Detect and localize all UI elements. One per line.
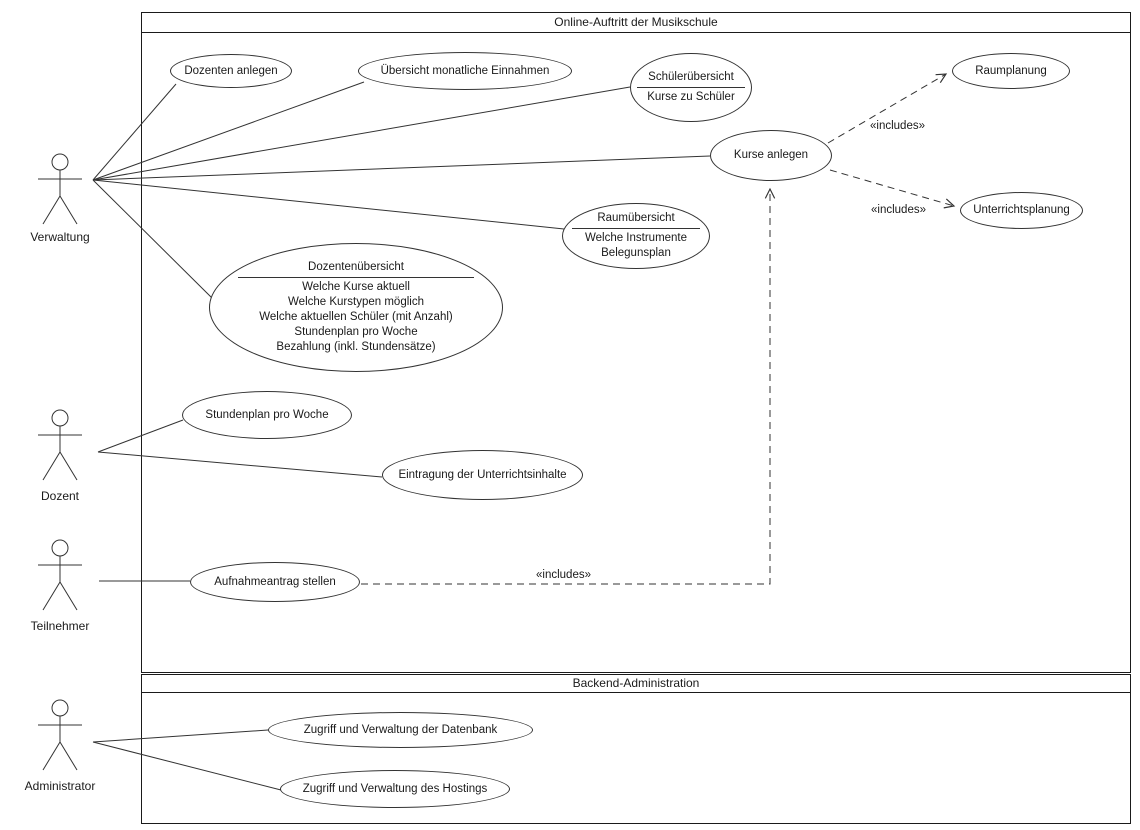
association-verwaltung-schueleruebersicht <box>93 87 630 180</box>
actor-label-verwaltung: Verwaltung <box>30 230 90 244</box>
use-case-label: Kurse anlegen <box>733 149 809 161</box>
association-administrator-datenbank <box>93 730 268 742</box>
use-case-schueleruebersicht <box>630 53 752 122</box>
association-verwaltung-uebersicht-einnahmen <box>93 82 364 180</box>
use-case-body-line: Belegunsplan <box>601 247 671 259</box>
use-case-title: Dozentenübersicht <box>308 261 404 273</box>
use-case-divider <box>637 87 745 88</box>
use-case-raumuebersicht <box>562 203 710 269</box>
use-case-kurse-anlegen <box>710 130 832 181</box>
association-verwaltung-dozenten-anlegen <box>93 84 176 180</box>
use-case-body-line: Bezahlung (inkl. Stundensätze) <box>276 341 436 353</box>
use-case-unterrichtsplanung <box>960 192 1083 229</box>
use-case-label: Aufnahmeantrag stellen <box>214 575 336 588</box>
use-case-stundenplan-pro-woche <box>182 391 352 439</box>
use-case-label: Übersicht monatliche Einnahmen <box>380 64 550 77</box>
include-label-unterrichtsplanung: «includes» <box>871 204 926 216</box>
use-case-body-line: Welche Kurse aktuell <box>302 281 410 293</box>
use-case-label: Stundenplan pro Woche <box>205 408 329 421</box>
use-case-label: Unterrichtsplanung <box>973 204 1070 216</box>
use-case-divider <box>572 228 701 229</box>
use-case-label: Zugriff und Verwaltung des Hostings <box>302 782 488 795</box>
association-verwaltung-kurse-anlegen <box>93 156 710 180</box>
use-case-label: Dozenten anlegen <box>184 64 278 77</box>
use-case-aufnahmeantrag-stellen <box>190 562 360 602</box>
actor-figure-administrator <box>34 698 86 774</box>
association-verwaltung-raumuebersicht <box>93 180 564 229</box>
actor-figure-verwaltung <box>34 152 86 228</box>
association-administrator-hosting <box>93 742 281 790</box>
use-case-label: Raumplanung <box>975 64 1047 77</box>
use-case-zugriff-verwaltung-hosting <box>280 770 510 808</box>
include-arrow-aufnahmeantrag-kurse-anlegen <box>361 189 770 584</box>
use-case-divider <box>238 277 473 278</box>
use-case-eintragung-unterrichtsinhalte <box>382 450 583 500</box>
actor-figure-teilnehmer <box>34 538 86 614</box>
actor-label-dozent: Dozent <box>40 489 80 503</box>
use-case-title: Raumübersicht <box>597 212 675 224</box>
use-case-body-line: Kurse zu Schüler <box>647 91 735 103</box>
use-case-label: Zugriff und Verwaltung der Datenbank <box>303 723 498 736</box>
use-case-body-line: Stundenplan pro Woche <box>294 326 418 338</box>
use-case-zugriff-verwaltung-datenbank <box>268 712 533 748</box>
use-case-uebersicht-monatliche-einnahmen <box>358 52 572 90</box>
include-label-kurse-anlegen: «includes» <box>536 569 591 581</box>
actor-figure-dozent <box>34 408 86 484</box>
use-case-body-line: Welche Kurstypen möglich <box>288 296 424 308</box>
actor-label-administrator: Administrator <box>24 779 96 793</box>
use-case-body-line: Welche Instrumente <box>584 232 688 244</box>
use-case-body-line: Welche aktuellen Schüler (mit Anzahl) <box>259 311 453 323</box>
use-case-title: Schülerübersicht <box>648 71 734 83</box>
include-arrow-kurse-anlegen-unterrichtsplanung <box>830 170 954 206</box>
use-case-raumplanung <box>952 53 1070 89</box>
association-dozent-stundenplan <box>98 420 183 452</box>
boundary-title-backend-administration: Backend-Administration <box>142 675 1130 693</box>
boundary-title-online-auftritt: Online-Auftritt der Musikschule <box>142 13 1130 33</box>
use-case-label: Eintragung der Unterrichtsinhalte <box>398 468 567 481</box>
actor-label-teilnehmer: Teilnehmer <box>30 619 90 633</box>
use-case-dozenten-anlegen <box>170 54 292 88</box>
include-label-raumplanung: «includes» <box>870 120 925 132</box>
include-arrow-kurse-anlegen-raumplanung <box>828 74 946 143</box>
association-dozent-eintragung <box>98 452 382 477</box>
use-case-dozentenuebersicht <box>209 243 503 372</box>
